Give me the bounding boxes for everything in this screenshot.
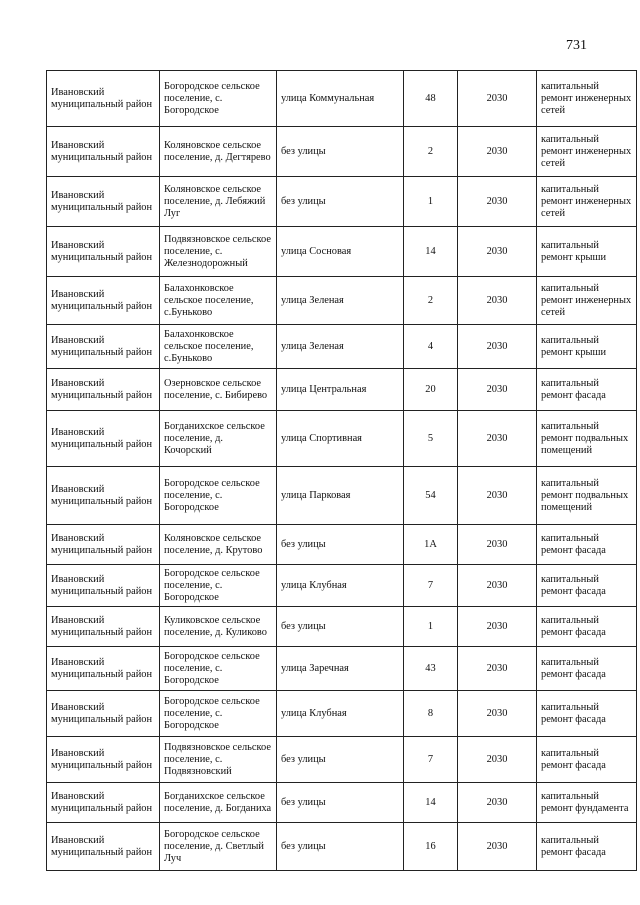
settlement-cell: Балахонковское сельское поселение, с.Буньково [160,325,277,369]
district-cell: Ивановский муниципальный район [47,369,160,411]
work-type-cell: капитальный ремонт фасада [537,737,637,783]
year-cell: 2030 [458,369,537,411]
year-cell: 2030 [458,691,537,737]
street-cell: без улицы [277,127,404,177]
page-number: 731 [566,38,587,53]
settlement-cell: Богородское сельское поселение, с. Богородское [160,71,277,127]
district-cell: Ивановский муниципальный район [47,607,160,647]
street-cell: улица Спортивная [277,411,404,467]
district-cell: Ивановский муниципальный район [47,737,160,783]
year-cell: 2030 [458,467,537,525]
table-row [47,737,637,783]
district-cell: Ивановский муниципальный район [47,565,160,607]
house-number-cell: 48 [404,71,458,127]
district-cell: Ивановский муниципальный район [47,525,160,565]
year-cell: 2030 [458,177,537,227]
work-type-cell: капитальный ремонт подвальных помещений [537,411,637,467]
table-row [47,411,637,467]
house-number-cell: 1 [404,177,458,227]
table-row [47,783,637,823]
house-number-cell: 14 [404,783,458,823]
table-row [47,691,637,737]
house-number-cell: 5 [404,411,458,467]
settlement-cell: Богородское сельское поселение, с. Богородское [160,647,277,691]
year-cell: 2030 [458,525,537,565]
settlement-cell: Озерновское сельское поселение, с. Бибирево [160,369,277,411]
settlement-cell: Коляновское сельское поселение, д. Крутово [160,525,277,565]
settlement-cell: Богородское сельское поселение, д. Светлый Луч [160,823,277,871]
table-row [47,325,637,369]
settlement-cell: Богородское сельское поселение, с. Богородское [160,565,277,607]
year-cell: 2030 [458,565,537,607]
work-type-cell: капитальный ремонт инженерных сетей [537,277,637,325]
work-type-cell: капитальный ремонт фасада [537,691,637,737]
year-cell: 2030 [458,607,537,647]
district-cell: Ивановский муниципальный район [47,127,160,177]
street-cell: улица Сосновая [277,227,404,277]
district-cell: Ивановский муниципальный район [47,227,160,277]
housing-repair-table [46,70,637,871]
house-number-cell: 1 [404,607,458,647]
work-type-cell: капитальный ремонт подвальных помещений [537,467,637,525]
year-cell: 2030 [458,71,537,127]
district-cell: Ивановский муниципальный район [47,411,160,467]
table-row [47,467,637,525]
settlement-cell: Коляновское сельское поселение, д. Дегтярево [160,127,277,177]
street-cell: без улицы [277,783,404,823]
street-cell: без улицы [277,737,404,783]
table-row [47,277,637,325]
work-type-cell: капитальный ремонт фасада [537,369,637,411]
district-cell: Ивановский муниципальный район [47,647,160,691]
work-type-cell: капитальный ремонт фасада [537,647,637,691]
district-cell: Ивановский муниципальный район [47,277,160,325]
house-number-cell: 8 [404,691,458,737]
settlement-cell: Балахонковское сельское поселение, с.Буньково [160,277,277,325]
house-number-cell: 7 [404,737,458,783]
street-cell: улица Клубная [277,691,404,737]
work-type-cell: капитальный ремонт фасада [537,823,637,871]
house-number-cell: 2 [404,277,458,325]
year-cell: 2030 [458,647,537,691]
house-number-cell: 16 [404,823,458,871]
district-cell: Ивановский муниципальный район [47,691,160,737]
street-cell: без улицы [277,177,404,227]
year-cell: 2030 [458,411,537,467]
house-number-cell: 7 [404,565,458,607]
district-cell: Ивановский муниципальный район [47,177,160,227]
year-cell: 2030 [458,737,537,783]
street-cell: улица Центральная [277,369,404,411]
table-row [47,607,637,647]
table-row [47,71,637,127]
street-cell: улица Парковая [277,467,404,525]
settlement-cell: Подвязновское сельское поселение, с. Железнодорожный [160,227,277,277]
house-number-cell: 43 [404,647,458,691]
street-cell: улица Клубная [277,565,404,607]
settlement-cell: Куликовское сельское поселение, д. Куликово [160,607,277,647]
table-row [47,565,637,607]
table-row [47,127,637,177]
house-number-cell: 4 [404,325,458,369]
street-cell: без улицы [277,607,404,647]
work-type-cell: капитальный ремонт инженерных сетей [537,127,637,177]
settlement-cell: Богданихское сельское поселение, д. Кочорский [160,411,277,467]
district-cell: Ивановский муниципальный район [47,325,160,369]
work-type-cell: капитальный ремонт фасада [537,565,637,607]
year-cell: 2030 [458,127,537,177]
settlement-cell: Подвязновское сельское поселение, с. Подвязновский [160,737,277,783]
table-row [47,227,637,277]
settlement-cell: Богородское сельское поселение, с. Богородское [160,691,277,737]
work-type-cell: капитальный ремонт инженерных сетей [537,71,637,127]
year-cell: 2030 [458,823,537,871]
house-number-cell: 20 [404,369,458,411]
district-cell: Ивановский муниципальный район [47,71,160,127]
house-number-cell: 1А [404,525,458,565]
district-cell: Ивановский муниципальный район [47,467,160,525]
work-type-cell: капитальный ремонт инженерных сетей [537,177,637,227]
table-row [47,823,637,871]
table-row [47,647,637,691]
settlement-cell: Богородское сельское поселение, с. Богородское [160,467,277,525]
district-cell: Ивановский муниципальный район [47,783,160,823]
house-number-cell: 54 [404,467,458,525]
table-row [47,177,637,227]
work-type-cell: капитальный ремонт фасада [537,525,637,565]
settlement-cell: Коляновское сельское поселение, д. Лебяжий Луг [160,177,277,227]
year-cell: 2030 [458,783,537,823]
street-cell: без улицы [277,525,404,565]
work-type-cell: капитальный ремонт крыши [537,227,637,277]
table-row [47,369,637,411]
street-cell: улица Зеленая [277,325,404,369]
year-cell: 2030 [458,227,537,277]
district-cell: Ивановский муниципальный район [47,823,160,871]
street-cell: улица Коммунальная [277,71,404,127]
street-cell: без улицы [277,823,404,871]
year-cell: 2030 [458,325,537,369]
street-cell: улица Заречная [277,647,404,691]
work-type-cell: капитальный ремонт крыши [537,325,637,369]
settlement-cell: Богданихское сельское поселение, д. Богданиха [160,783,277,823]
house-number-cell: 2 [404,127,458,177]
work-type-cell: капитальный ремонт фундамента [537,783,637,823]
street-cell: улица Зеленая [277,277,404,325]
house-number-cell: 14 [404,227,458,277]
table-row [47,525,637,565]
year-cell: 2030 [458,277,537,325]
work-type-cell: капитальный ремонт фасада [537,607,637,647]
